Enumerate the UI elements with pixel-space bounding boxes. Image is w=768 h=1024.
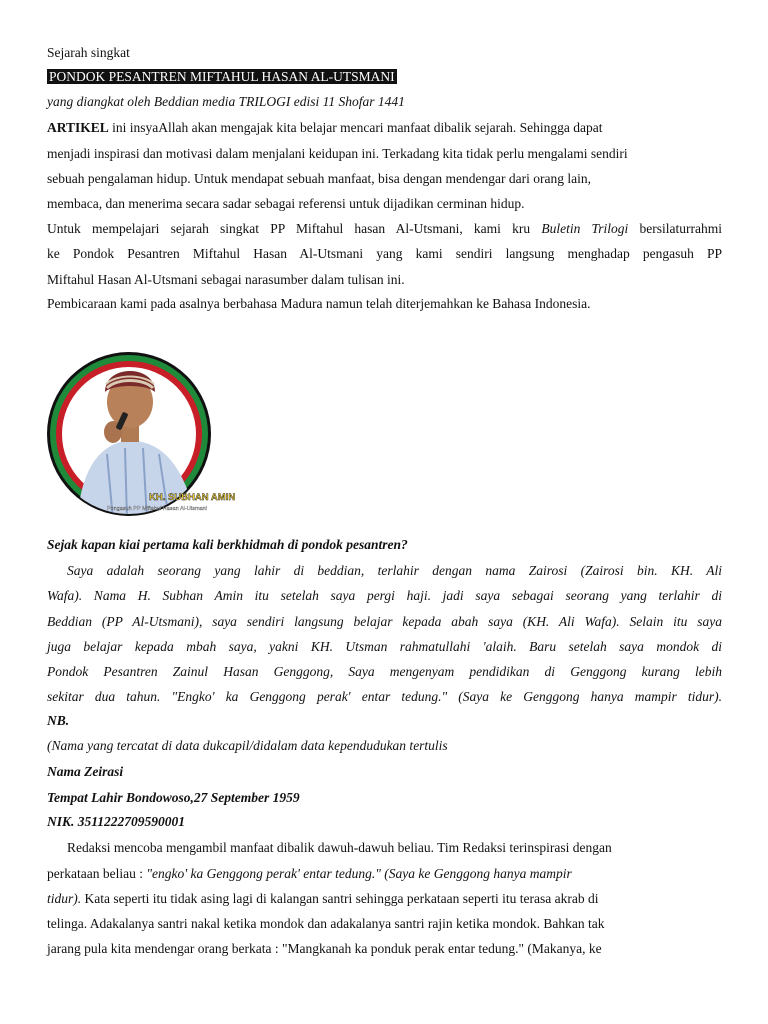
bulletin-name: Buletin Trilogi (541, 221, 629, 236)
redaksi-line-5: jarang pula kita mendengar orang berkata : "Mangkanah ka ponduk perak entar tedung." (Makanya, ke (47, 941, 602, 956)
redaksi-text-3b: Kata seperti itu tidak asing lagi di kalangan santri sehingga perkataan seperti itu terasa akrab di (81, 891, 599, 906)
nb-nik: NIK. 3511222709590001 (47, 814, 186, 829)
portrait-illustration (47, 344, 242, 520)
study-line-1 (47, 220, 722, 238)
kicker: Sejarah singkat (47, 45, 130, 60)
intro-line-4: membaca, dan menerima secara sadar sebagai referensi untuk dijadikan cerminan hidup. (47, 196, 525, 211)
nb-line-1: (Nama yang tercatat di data dukcapil/didalam data kependudukan tertulis (47, 738, 448, 753)
redaksi-line-2 (47, 865, 572, 883)
language-note: Pembicaraan kami pada asalnya berbahasa Madura namun telah diterjemahkan ke Bahasa Indonesia. (47, 296, 591, 311)
answer-line-3: Beddian (PP Al-Utsmani), saya sendiri langsung belajar kepada abah saya (KH. Ali Wafa). Selain itu saya (47, 614, 722, 629)
redaksi-quote: "engko' ka Genggong perak' entar tedung." (Saya ke Genggong hanya mampir (146, 866, 572, 881)
redaksi-text-2a: perkataan beliau : (47, 866, 147, 881)
photo-caption-name: KH. SUBHAN AMIN (149, 492, 236, 503)
source-line: yang diangkat oleh Beddian media TRILOGI edisi 11 Shofar 1441 (47, 94, 405, 109)
portrait-photo (47, 344, 242, 520)
intro-lead: ARTIKEL (47, 120, 109, 135)
redaksi-line-3 (47, 890, 598, 908)
nb-birth: Tempat Lahir Bondowoso,27 September 1959 (47, 790, 300, 805)
answer-line-2: Wafa). Nama H. Subhan Amin itu setelah saya pergi haji. jadi saya sebagai seorang yang terlahir di (47, 588, 722, 603)
answer-line-1: Saya adalah seorang yang lahir di beddian, terlahir dengan nama Zairosi (Zairosi bin. KH. Ali (67, 563, 722, 578)
answer-line-4: juga belajar kepada mbah saya, yakni KH. Utsman rahmatullahi 'alaih. Baru setelah saya mondok di (47, 639, 722, 654)
intro-line-2: menjadi inspirasi dan motivasi dalam menjalani keidupan ini. Terkadang kita tidak perlu mengalami sendiri (47, 146, 628, 161)
intro-line-3: sebuah pengalaman hidup. Untuk mendapat sebuah manfaat, bisa dengan mendengar dari orang lain, (47, 171, 591, 186)
intro-text-1: ini insyaAllah akan mengajak kita belajar mencari manfaat dibalik sejarah. Sehingga dapat (108, 120, 603, 135)
nb-label: NB. (47, 713, 70, 728)
redaksi-quote-end: tidur). (47, 891, 82, 906)
study-text-c: bersilaturrahmi (628, 221, 722, 236)
study-line-3: Miftahul Hasan Al-Utsmani sebagai narasumber dalam tulisan ini. (47, 272, 405, 287)
study-text-a: Untuk mempelajari sejarah singkat PP Miftahul hasan Al-Utsmani, kami kru (47, 221, 542, 236)
study-line-2: ke Pondok Pesantren Miftahul Hasan Al-Utsmani yang kami sendiri langsung menghadap pengasuh PP (47, 246, 722, 261)
answer-line-6: sekitar dua tahun. "Engko' ka Genggong perak' entar tedung." (Saya ke Genggong hanya mampir tidur). (47, 689, 722, 704)
interview-question: Sejak kapan kiai pertama kali berkhidmah di pondok pesantren? (47, 537, 408, 552)
title: PONDOK PESANTREN MIFTAHUL HASAN AL-UTSMANI (49, 69, 395, 84)
answer-line-5: Pondok Pesantren Zainul Hasan Genggong, Saya mengenyam pendidikan di Genggong kurang lebih (47, 664, 722, 679)
nb-name: Nama Zeirasi (47, 764, 124, 779)
redaksi-line-4: telinga. Adakalanya santri nakal ketika mondok dan adakalanya santri rajin ketika mondok. Bahkan tak (47, 916, 605, 931)
photo-caption-role: Pengasuh PP Miftahul Hasan Al-Utsmani (107, 506, 207, 512)
intro-line-1 (47, 119, 602, 137)
redaksi-line-1: Redaksi mencoba mengambil manfaat dibalik dawuh-dawuh beliau. Tim Redaksi terinspirasi dengan (67, 840, 612, 855)
title-bar (47, 68, 397, 86)
